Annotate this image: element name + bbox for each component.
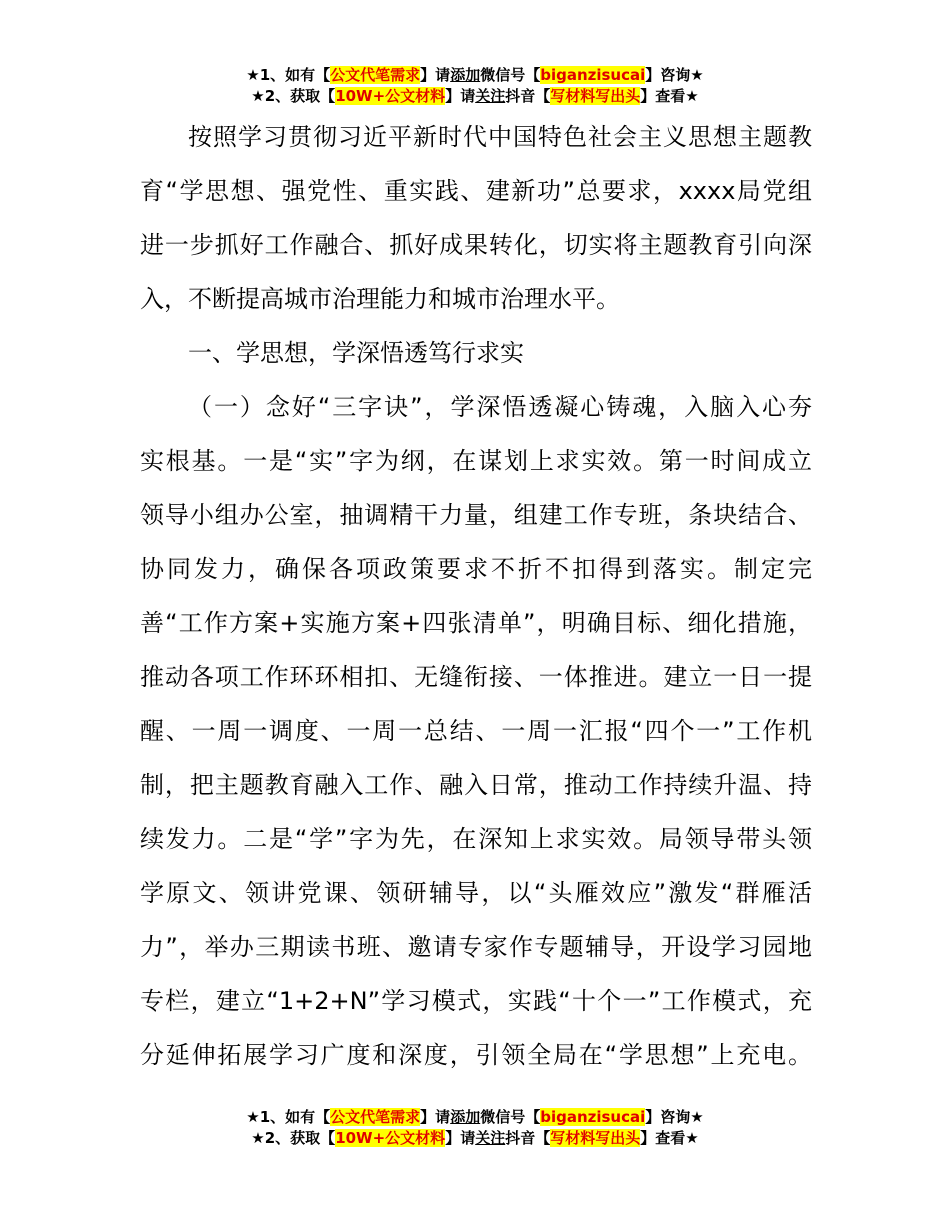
banner-text: 】请: [445, 1129, 476, 1147]
follow-link[interactable]: 关注: [475, 1129, 506, 1147]
banner-text: 抖音【: [505, 87, 551, 105]
paragraph-line: 专栏，建立“1+2+N”学习模式，实践“十个一”工作模式，充: [140, 987, 812, 1015]
banner-text: 】查看★: [640, 87, 699, 105]
paragraph-line: 按照学习贯彻习近平新时代中国特色社会主义思想主题教: [188, 123, 812, 151]
wechat-id-highlight: biganzisucai: [540, 66, 646, 84]
add-link[interactable]: 添加: [450, 66, 481, 84]
footer-banner: [0, 1107, 950, 1149]
service-highlight: 公文代笔需求: [330, 1108, 421, 1126]
service-highlight: 公文代笔需求: [330, 66, 421, 84]
douyin-highlight: 写材料写出头: [550, 87, 641, 105]
banner-text: ★1、如有【: [246, 66, 331, 84]
banner-text: 微信号【: [480, 1108, 541, 1126]
banner-text: 】查看★: [640, 1129, 699, 1147]
douyin-highlight: 写材料写出头: [550, 1129, 641, 1147]
paragraph-line: 领导小组办公室，抽调精干力量，组建工作专班，条块结合、: [140, 501, 812, 529]
paragraph-line: 推动各项工作环环相扣、无缝衔接、一体推进。建立一日一提: [140, 663, 812, 691]
banner-line-2: [0, 1128, 950, 1149]
paragraph-line: 学原文、领讲党课、领研辅导，以“头雁效应”激发“群雁活: [140, 879, 812, 907]
section-heading: 一、学思想，学深悟透笃行求实: [188, 339, 524, 367]
banner-text: 】请: [420, 66, 451, 84]
paragraph-line: 实根基。一是“实”字为纲，在谋划上求实效。第一时间成立: [140, 447, 812, 475]
banner-line-1: [0, 65, 950, 86]
paragraph-line: 进一步抓好工作融合、抓好成果转化，切实将主题教育引向深: [140, 231, 812, 259]
header-banner: [0, 65, 950, 107]
banner-text: 】咨询★: [645, 66, 704, 84]
banner-text: 微信号【: [480, 66, 541, 84]
banner-text: 】咨询★: [645, 1108, 704, 1126]
materials-highlight: 10W+公文材料: [335, 87, 446, 105]
banner-text: 抖音【: [505, 1129, 551, 1147]
banner-text: ★1、如有【: [246, 1108, 331, 1126]
add-link[interactable]: 添加: [450, 1108, 481, 1126]
paragraph-line: 协同发力，确保各项政策要求不折不扣得到落实。制定完: [140, 555, 812, 583]
paragraph-line: 育“学思想、强党性、重实践、建新功”总要求，xxxx局党组: [140, 177, 812, 205]
banner-text: ★2、获取【: [251, 87, 336, 105]
paragraph-line: 力”，举办三期读书班、邀请专家作专题辅导，开设学习园地: [140, 933, 812, 961]
paragraph-line: 醒、一周一调度、一周一总结、一周一汇报“四个一”工作机: [140, 717, 812, 745]
paragraph-line: 分延伸拓展学习广度和深度，引领全局在“学思想”上充电。: [140, 1041, 812, 1069]
banner-text: 】请: [420, 1108, 451, 1126]
paragraph-line: 续发力。二是“学”字为先，在深知上求实效。局领导带头领: [140, 825, 812, 853]
banner-text: 】请: [445, 87, 476, 105]
paragraph-line: 制，把主题教育融入工作、融入日常，推动工作持续升温、持: [140, 771, 812, 799]
wechat-id-highlight: biganzisucai: [540, 1108, 646, 1126]
paragraph-line: 入，不断提高城市治理能力和城市治理水平。: [140, 285, 620, 313]
banner-line-1: [0, 1107, 950, 1128]
materials-highlight: 10W+公文材料: [335, 1129, 446, 1147]
banner-text: ★2、获取【: [251, 1129, 336, 1147]
paragraph-line: （一）念好“三字诀”，学深悟透凝心铸魂，入脑入心夯: [188, 393, 812, 421]
follow-link[interactable]: 关注: [475, 87, 506, 105]
banner-line-2: [0, 86, 950, 107]
paragraph-line: 善“工作方案+实施方案+四张清单”，明确目标、细化措施，: [140, 609, 812, 637]
